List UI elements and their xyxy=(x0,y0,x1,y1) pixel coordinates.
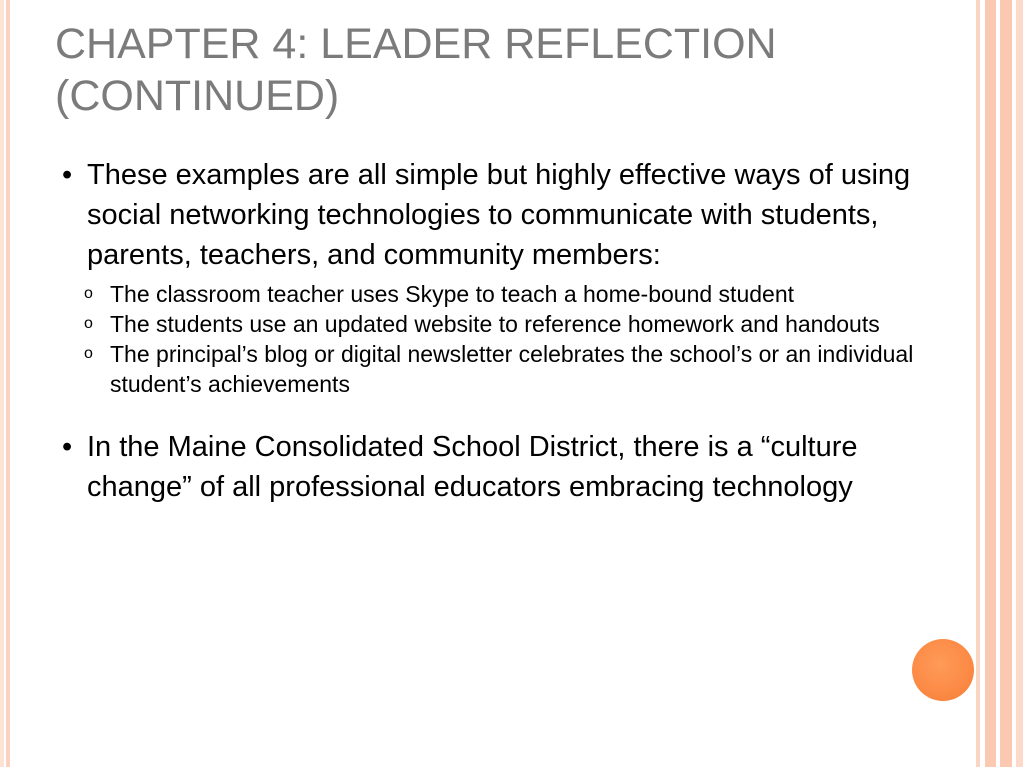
sub-bullet-list xyxy=(62,279,957,399)
sub-bullet-text: The principal’s blog or digital newsletter celebrates the school’s or an individual student’s achievements xyxy=(110,341,914,397)
bullet-text: These examples are all simple but highly effective ways of using social networking technologies to communicate with students, parents, teachers, and community members: xyxy=(87,159,911,271)
sub-bullet-marker: o xyxy=(84,345,93,362)
left-decorative-stripe xyxy=(0,0,10,767)
sub-bullet-item-2 xyxy=(62,309,957,339)
bullet-spacer xyxy=(62,399,957,427)
right-decorative-stripes xyxy=(976,0,1023,767)
sub-bullet-item-1 xyxy=(62,279,957,309)
sub-bullet-item-3 xyxy=(62,339,957,399)
title-line-1: CHAPTER 4: LEADER REFLECTION xyxy=(55,20,777,68)
sub-bullet-marker: o xyxy=(84,285,93,302)
title-line-2: (CONTINUED) xyxy=(55,72,340,120)
bullet-text: In the Maine Consolidated School District, there is a “culture change” of all professional educators embracing technology xyxy=(87,431,858,503)
orange-circle-decoration xyxy=(912,639,974,701)
bullet-marker: • xyxy=(62,431,73,463)
slide-body xyxy=(62,155,957,507)
bullet-item-2 xyxy=(62,427,957,507)
sub-bullet-marker: o xyxy=(84,315,93,332)
slide-title xyxy=(55,18,955,122)
bullet-item-1 xyxy=(62,155,957,275)
bullet-marker: • xyxy=(62,159,73,191)
sub-bullet-text: The students use an updated website to reference homework and handouts xyxy=(110,311,880,337)
sub-bullet-text: The classroom teacher uses Skype to teach a home-bound student xyxy=(110,281,795,307)
